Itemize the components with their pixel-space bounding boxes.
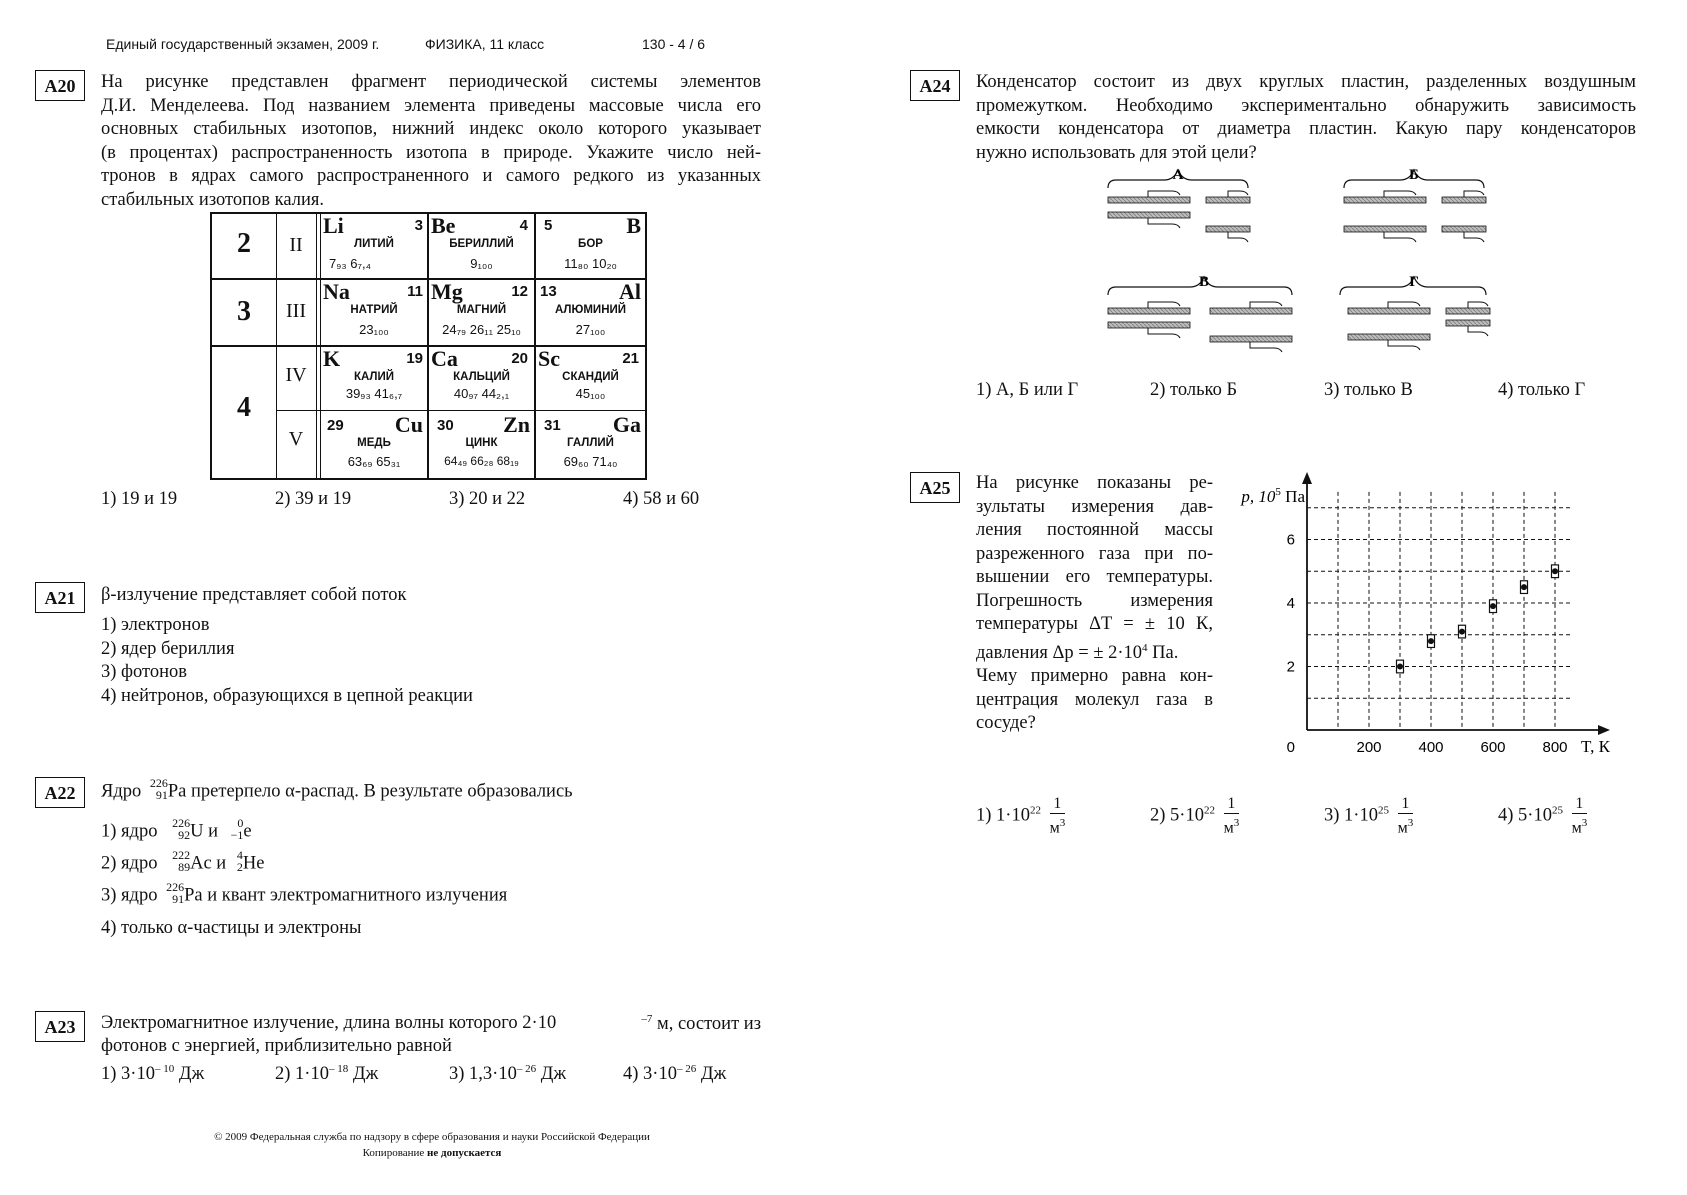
a25-option-1[interactable]: 1) $1\cdot 10^{22}$ $\frac{1}{м^3}$: [976, 795, 1066, 837]
a22-option-4[interactable]: 4) только α-частицы и электроны: [101, 918, 362, 938]
data-point: [1490, 600, 1497, 613]
a22-option-2[interactable]: 2) ядро 222 89 Ac и 4 2 He: [101, 848, 265, 874]
a25-line: Погрешность измерения: [976, 590, 1213, 611]
a20-line: основных стабильных изотопов, нижний индекс около которого указывает: [101, 119, 761, 139]
capacitor-figure: [1100, 160, 1510, 360]
a25-line: ления постоянной массы: [976, 520, 1213, 540]
point-marker: [1552, 568, 1558, 574]
a21-option-3[interactable]: 3) фотонов: [101, 662, 188, 682]
point-marker: [1521, 584, 1527, 590]
a21-option-1[interactable]: 1) электронов: [101, 615, 210, 635]
a25-line: сосуде?: [976, 713, 1036, 734]
a20-line: тронов в ядрах самого распространенного и самого редкого из указанных: [101, 166, 761, 186]
row-II: II: [289, 234, 303, 256]
element-al: 13 Al АЛЮМИНИЙ 27₁₀₀: [540, 279, 641, 337]
capacitor-g: [1340, 274, 1490, 350]
a24-question: [976, 71, 1636, 165]
a20-line: На рисунке представлен фрагмент периодической системы элементов: [101, 72, 761, 92]
a25-line: На рисунке показаны ре-: [976, 473, 1213, 493]
a25-line: зультаты измерения дав-: [976, 496, 1213, 517]
period-2: 2: [237, 228, 251, 259]
x-tick-label: 800: [1542, 739, 1568, 756]
point-marker: [1397, 664, 1403, 670]
a25-option-3[interactable]: 3) $1\cdot 10^{25}$ $\frac{1}{м^3}$: [1324, 795, 1414, 837]
a25-dT-line: температуры ΔT = ± 10 К,: [976, 614, 1214, 634]
x-tick-label: 400: [1418, 739, 1444, 756]
footer-copy-notice: Копирование не допускается: [362, 1147, 502, 1159]
a23-question-line2: фотонов с энергией, приблизительно равной: [101, 1036, 452, 1056]
footer-copyright: © 2009 Федеральная служба по надзору в сфере образования и науки Российской Федерации: [214, 1131, 650, 1143]
a20-option-1[interactable]: 1) 19 и 19: [101, 489, 178, 509]
data-point: [1552, 565, 1559, 578]
data-point: [1459, 625, 1466, 638]
header-exam: Единый государственный экзамен, 2009 г.: [106, 36, 380, 52]
a23-option-4[interactable]: 4) $3\cdot 10^{- 26}$ Дж: [623, 1063, 727, 1085]
point-marker: [1428, 638, 1434, 644]
element-b: 5 B БОР 11₈₀ 10₂₀: [544, 213, 641, 271]
x-tick-label: 600: [1480, 739, 1506, 756]
capacitor-b-label: Б: [1409, 167, 1419, 183]
pressure-temperature-chart: [1220, 470, 1640, 760]
capacitor-a: [1108, 167, 1250, 242]
a25-line: разреженного газа при по-: [976, 543, 1213, 564]
row-III: III: [286, 300, 306, 322]
a24-line: Конденсатор состоит из двух круглых пластин, разделенных воздушным: [976, 72, 1636, 92]
x-axis-arrow: [1598, 725, 1610, 735]
a25-dp-line: давления Δp = ± $2\cdot 10^4$ Па.: [976, 641, 1179, 663]
a23-option-1[interactable]: 1) $3\cdot 10^{- 10}$ Дж: [101, 1063, 205, 1085]
row-V: V: [288, 428, 304, 450]
a25-line: вышении его температуры.: [976, 567, 1213, 587]
element-cu: 29 Cu МЕДЬ 63₆₉ 65₃₁: [327, 412, 423, 469]
element-zn: 30 Zn ЦИНК 64₄₉ 66₂₈ 68₁₉: [437, 412, 530, 468]
a22-option-3[interactable]: 3) ядро 226 91 Pa и квант электромагнитного излучения: [101, 880, 508, 906]
a20-option-3[interactable]: 3) 20 и 22: [449, 489, 526, 509]
a20-line: стабильных изотопов калия.: [101, 189, 324, 210]
capacitor-v: [1108, 274, 1292, 352]
y-axis-label: p, $10^5$ Па: [1241, 486, 1305, 506]
a25-question: [976, 472, 1213, 736]
a20-question: [101, 71, 761, 212]
a23-question-line1: Электромагнитное излучение, длина волны которого 2·10 $^{-7}$ м, состоит из: [101, 1013, 761, 1035]
a25-option-4[interactable]: 4) $5\cdot 10^{25}$ $\frac{1}{м^3}$: [1498, 795, 1588, 837]
element-mg: Mg 12 МАГНИЙ 24₇₉ 26₁₁ 25₁₀: [431, 279, 528, 337]
a24-line: нужно использовать для этой цели?: [976, 142, 1257, 163]
capacitor-g-label: Г: [1409, 274, 1419, 290]
data-point: [1397, 660, 1404, 673]
element-k: K 19 КАЛИЙ 39₉₃ 41₆,₇: [323, 346, 423, 401]
element-li: Li 3 ЛИТИЙ 7₉₃ 6₇,₄: [323, 213, 423, 271]
a21-option-4[interactable]: 4) нейтронов, образующихся в цепной реакции: [101, 686, 473, 706]
data-point: [1428, 635, 1435, 648]
a20-line: (в процентах) распространенность изотопа в природе. Укажите число ней-: [101, 142, 761, 163]
y-tick-label: 4: [1286, 595, 1295, 612]
a24-option-1[interactable]: 1) А, Б или Г: [976, 380, 1079, 400]
point-marker: [1490, 603, 1496, 609]
periodic-table: [210, 212, 647, 480]
chart-grid: [1307, 492, 1571, 730]
a24-label: А24: [910, 70, 960, 101]
a23-option-2[interactable]: 2) $1\cdot 10^{- 18}$ Дж: [275, 1063, 379, 1085]
header-page: 130 - 4 / 6: [642, 36, 706, 52]
a22-label: А22: [35, 777, 85, 808]
chart-points: [1397, 565, 1559, 673]
period-4: 4: [237, 392, 251, 423]
a20-option-4[interactable]: 4) 58 и 60: [623, 489, 700, 509]
element-na: Na 11 НАТРИЙ 23₁₀₀: [323, 279, 423, 337]
a21-option-2[interactable]: 2) ядер бериллия: [101, 639, 235, 659]
a20-option-2[interactable]: 2) 39 и 19: [275, 489, 352, 509]
a21-label: А21: [35, 582, 85, 613]
element-be: Be 4 БЕРИЛЛИЙ 9₁₀₀: [431, 213, 528, 271]
a24-option-3[interactable]: 3) только В: [1324, 380, 1413, 400]
capacitor-a-label: А: [1172, 167, 1184, 183]
a24-option-2[interactable]: 2) только Б: [1150, 380, 1238, 400]
row-IV: IV: [285, 364, 307, 386]
a23-option-3[interactable]: 3) $1,3\cdot 10^{- 26}$ Дж: [449, 1063, 567, 1085]
a25-option-2[interactable]: 2) $5\cdot 10^{22}$ $\frac{1}{м^3}$: [1150, 795, 1240, 837]
data-point: [1521, 581, 1528, 594]
a21-question: β-излучение представляет собой поток: [101, 585, 407, 605]
a25-line: центрация молекул газа в: [976, 689, 1213, 710]
a24-option-4[interactable]: 4) только Г: [1498, 380, 1586, 400]
capacitor-b: [1344, 167, 1486, 242]
element-sc: Sc 21 СКАНДИЙ 45₁₀₀: [538, 346, 639, 401]
capacitor-v-label: В: [1198, 274, 1210, 290]
a25-line: Чему примерно равна кон-: [976, 666, 1213, 687]
a22-option-1[interactable]: 1) ядро 226 92 U и 0 −1 e: [101, 816, 252, 842]
point-marker: [1459, 629, 1465, 635]
a20-label: А20: [35, 70, 85, 101]
origin-label: 0: [1286, 739, 1295, 756]
a23-label: А23: [35, 1011, 85, 1042]
header-subject: ФИЗИКА, 11 класс: [425, 36, 545, 52]
y-tick-label: 2: [1286, 658, 1295, 676]
a24-line: емкости конденсатора от диаметра пластин. Какую пару конденсаторов: [976, 119, 1636, 139]
x-axis-label: T, К: [1581, 737, 1610, 756]
y-tick-label: 6: [1286, 531, 1295, 549]
a20-line: Д.И. Менделеева. Под названием элемента приведены массовые числа его: [101, 95, 761, 116]
a22-question: Ядро 226 91 Pa претерпело α-распад. В результате образовались: [101, 776, 573, 802]
element-ga: 31 Ga ГАЛЛИЙ 69₆₀ 71₄₀: [544, 412, 641, 469]
a25-label: А25: [910, 472, 960, 503]
a24-line: промежутком. Необходимо экспериментально обнаружить зависимость: [976, 95, 1636, 116]
y-axis-arrow: [1302, 472, 1312, 484]
period-3: 3: [237, 296, 251, 327]
x-tick-label: 200: [1356, 739, 1382, 756]
element-ca: Ca 20 КАЛЬЦИЙ 40₉₇ 44₂,₁: [431, 346, 528, 401]
